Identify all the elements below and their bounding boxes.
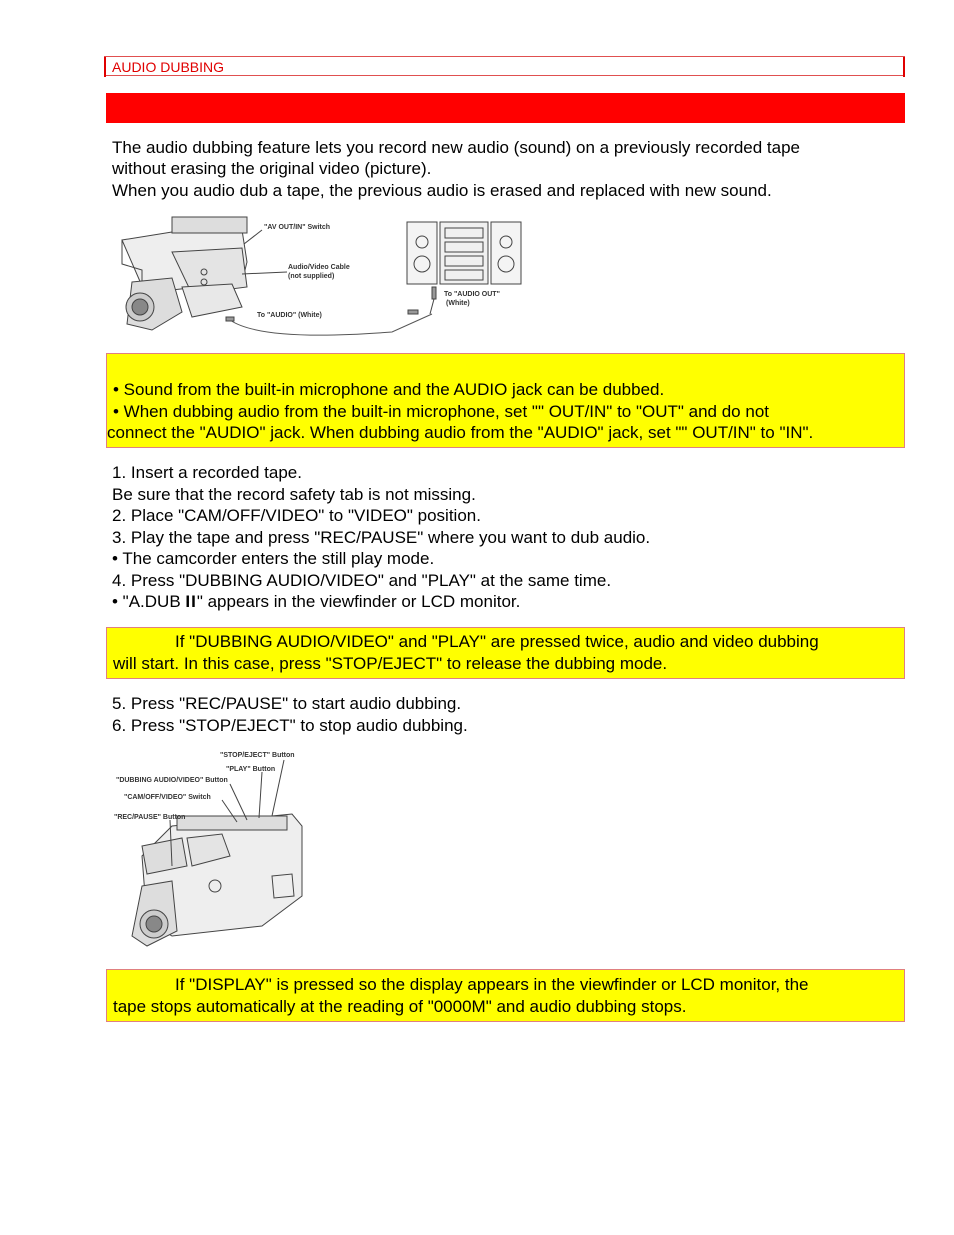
connection-diagram [112, 212, 524, 344]
adub-line [112, 591, 520, 613]
page-header [104, 56, 905, 76]
note2-line-2: will start. In this case, press "STOP/EJECT" to release the dubbing mode. [113, 653, 668, 673]
play-label: "PLAY" Button [226, 766, 276, 773]
step-line-4: 3. Play the tape and press "REC/PAUSE" where you want to dub audio. [112, 528, 651, 547]
header-title: AUDIO DUBBING [112, 59, 225, 75]
audio-out-label-2: (White) [446, 300, 470, 307]
header-tick-left [104, 57, 106, 77]
adub-prefix: • "A.DUB [112, 592, 186, 611]
intro-line-2: without erasing the original video (picture). [112, 159, 432, 178]
header-tick-right [903, 57, 905, 77]
step-line-5: • The camcorder enters the still play mode. [112, 549, 435, 568]
note3-line-2: tape stops automatically at the reading of "0000M" and audio dubbing stops. [113, 996, 687, 1016]
pause-icon: II [185, 592, 197, 611]
note2-line-1: If "DUBBING AUDIO/VIDEO" and "PLAY" are pressed twice, audio and video dubbing [175, 632, 819, 651]
audio-out-label-1: To "AUDIO OUT" [444, 291, 500, 298]
dubbing-label: "DUBBING AUDIO/VIDEO" Button [116, 777, 228, 784]
switch-label: "AV OUT/IN" Switch [264, 224, 331, 231]
to-audio-label: To "AUDIO" (White) [257, 312, 322, 319]
note1-line-1: • Sound from the built-in microphone and the AUDIO jack can be dubbed. [113, 380, 665, 399]
section-banner [106, 93, 905, 123]
cable-label-2: (not supplied) [288, 273, 335, 280]
step-line-7: 5. Press "REC/PAUSE" to start audio dubbing. [112, 694, 462, 713]
step-line-3: 2. Place "CAM/OFF/VIDEO" to "VIDEO" position. [112, 506, 481, 525]
note3-line-1: If "DISPLAY" is pressed so the display appears in the viewfinder or LCD monitor, the [175, 975, 809, 994]
note-box-1 [106, 353, 905, 448]
stop-eject-label: "STOP/EJECT" Button [220, 752, 295, 759]
adub-suffix: " appears in the viewfinder or LCD monitor. [196, 592, 521, 611]
step-line-8: 6. Press "STOP/EJECT" to stop audio dubbing. [112, 716, 468, 735]
note-box-2 [106, 627, 905, 679]
step-line-2: Be sure that the record safety tab is not missing. [112, 485, 476, 504]
cable-label-1: Audio/Video Cable [288, 264, 350, 271]
step-line-1: 1. Insert a recorded tape. [112, 463, 302, 482]
note-box-3 [106, 969, 905, 1022]
rec-pause-label: "REC/PAUSE" Button [114, 814, 186, 821]
cam-switch-label: "CAM/OFF/VIDEO" Switch [124, 794, 211, 801]
note1-line-3: connect the "AUDIO" jack. When dubbing audio from the "AUDIO" jack, set "" OUT/IN" to "IN". [107, 423, 814, 442]
step-line-6: 4. Press "DUBBING AUDIO/VIDEO" and "PLAY" at the same time. [112, 571, 612, 590]
intro-line-3: When you audio dub a tape, the previous audio is erased and replaced with new sound. [112, 181, 772, 200]
note1-line-2: • When dubbing audio from the built-in microphone, set "" OUT/IN" to "OUT" and do not [113, 401, 769, 421]
camcorder-buttons-diagram [112, 746, 322, 956]
intro-line-1: The audio dubbing feature lets you record new audio (sound) on a previously recorded tape [112, 138, 800, 157]
